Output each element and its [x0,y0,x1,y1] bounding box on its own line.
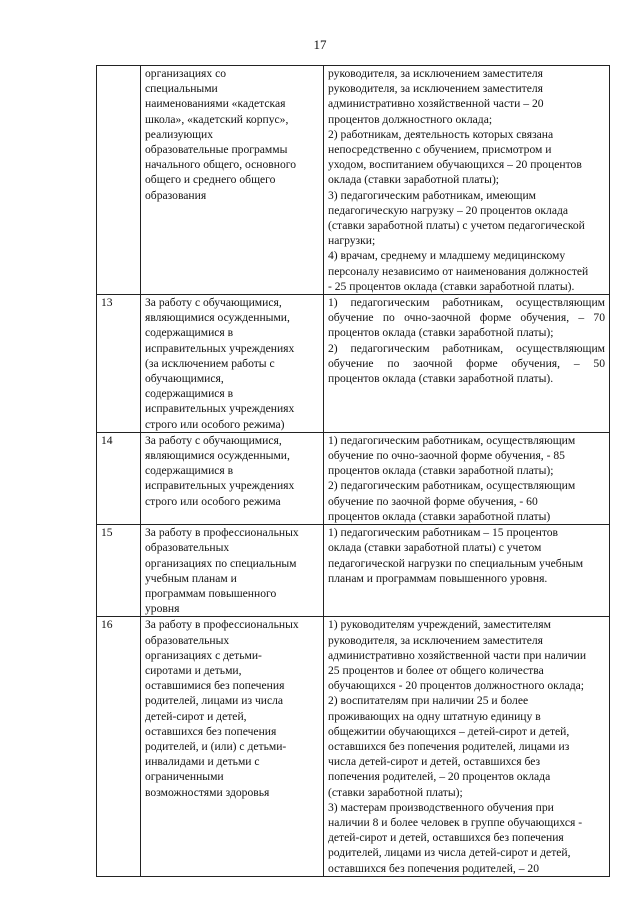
allowance-description-line: проживающих на одну штатную единицу в [328,709,541,723]
allowance-table [96,65,610,877]
allowance-name-line: образовательных [145,633,230,647]
allowance-name-line: организациях со [145,67,227,80]
allowance-name-line: являющимися осужденными, [145,311,290,325]
allowance-description-line: процентов должностного оклада; [328,112,493,126]
allowance-name-line: программам повышенного [145,586,277,600]
allowance-name-line: оставшихся без попечения [145,724,277,738]
allowance-name-cell [141,432,324,524]
row-number: 16 [101,618,113,632]
allowance-name-line: оставшимися без попечения [145,679,285,693]
allowance-name-line: образования [145,188,207,202]
allowance-description-line: 1) педагогическим работникам, осуществляющим [328,433,576,447]
table-row [97,66,610,295]
allowance-description-line: (ставки заработной платы) с учетом педагогической [328,219,585,233]
allowance-description-line: персоналу независимо от наименования должностей [328,264,589,278]
allowance-name-line: За работу с обучающимися, [145,433,282,447]
allowance-description-line: процентов оклада (ставки заработной платы). [328,372,554,386]
allowance-name-line: учебным планам и [145,571,237,585]
allowance-description-line: попечения родителей, – 20 процентов оклада [328,770,551,784]
allowance-description-line: обучение по заочной форме обучения, – 50 [328,356,605,370]
allowance-description-line: - 25 процентов оклада (ставки заработной платы). [328,279,575,293]
allowance-name-line: организациях с детьми- [145,648,262,662]
allowance-description-line: 1) педагогическим работникам – 15 процентов [328,526,559,540]
allowance-description-line: процентов оклада (ставки заработной платы) [328,509,551,523]
allowance-description-line: 3) мастерам производственного обучения при [328,800,554,814]
allowance-name-cell [141,525,324,617]
allowance-name-line: За работу в профессиональных [145,526,299,540]
allowance-description-line: руководителя, за исключением заместителя [328,633,543,647]
allowance-description-line: процентов оклада (ставки заработной платы); [328,326,554,340]
allowance-name-line: строго или особого режима) [145,417,285,431]
allowance-description-line: общежитии обучающихся – детей-сирот и детей, [328,724,570,738]
allowance-name-line: организациях по специальным [145,556,297,570]
allowance-name-line: специальными [145,82,218,96]
allowance-description-line: родителей, лицами из числа детей-сирот и детей, [328,846,571,860]
allowance-description-cell [324,295,610,433]
allowance-description-line: 1) руководителям учреждений, заместителям [328,618,551,632]
allowance-description-line: 1) педагогическим работникам, осуществляющим [328,296,605,310]
allowance-description-line: 2) педагогическим работникам, осуществляющим [328,341,605,355]
table-row [97,617,610,876]
allowance-name-line: исправительных учреждениях [145,341,295,355]
allowance-name-line: содержащимися в [145,464,234,478]
allowance-name-line: строго или особого режима [145,494,281,508]
allowance-description-line: 4) врачам, среднему и младшему медицинскому [328,249,566,263]
allowance-name-line: (за исключением работы с [145,356,275,370]
allowance-name-line: являющимися осужденными, [145,449,290,463]
allowance-name-line: детей-сирот и детей, [145,709,247,723]
allowance-name-line: ограниченными [145,770,224,784]
allowance-name-line: инвалидами и детьми с [145,755,260,769]
allowance-description-cell [324,66,610,295]
allowance-description-line: оставшихся без попечения родителей, лицами из [328,739,570,753]
allowance-name-line: школа», «кадетский корпус», [145,112,289,126]
allowance-name-line: сиротами и детьми, [145,663,242,677]
allowance-name-line: За работу с обучающимися, [145,296,282,310]
allowance-name-cell [141,617,324,876]
allowance-description-line: уходом, воспитанием обучающихся – 20 процентов [328,158,582,172]
allowance-description-line: оставшихся без попечения родителей, – 20 [328,861,540,875]
allowance-description-line: обучающихся - 20 процентов должностного оклада; [328,679,584,693]
row-number: 15 [101,526,113,540]
allowance-name-line: исправительных учреждениях [145,479,295,493]
allowance-name-line: исправительных учреждениях [145,402,295,416]
allowance-name-line: уровня [145,602,180,616]
allowance-description-line: 2) воспитателям при наличии 25 и более [328,694,529,708]
allowance-description-line: административно хозяйственной части при наличии [328,648,587,662]
allowance-description-line: обучение по очно-заочной форме обучения, - 85 [328,449,565,463]
row-number-cell [97,432,141,524]
allowance-name-line: возможностями здоровья [145,785,270,799]
allowance-name-line: За работу в профессиональных [145,618,299,632]
allowance-description-line: 2) педагогическим работникам, осуществляющим [328,479,576,493]
row-number: 14 [101,433,113,447]
allowance-name-line: наименованиями «кадетская [145,97,286,111]
allowance-name-line: содержащимися в [145,326,234,340]
allowance-description-line: наличии 8 и более человек в группе обучающихся - [328,815,583,829]
row-number-cell [97,525,141,617]
allowance-name-line: начального общего, основного [145,158,297,172]
allowance-description-line: процентов оклада (ставки заработной платы); [328,464,554,478]
allowance-name-line: содержащимися в [145,387,234,401]
allowance-description-line: (ставки заработной платы); [328,785,463,799]
allowance-description-line: административно хозяйственной части – 20 [328,97,544,111]
row-number-cell [97,66,141,295]
allowance-description-line: нагрузки; [328,234,376,248]
allowance-description-line: 25 процентов и более от общего количества [328,663,544,677]
allowance-description-line: 3) педагогическим работникам, имеющим [328,188,537,202]
table-body [97,66,610,877]
allowance-name-line: образовательные программы [145,143,288,157]
allowance-name-line: реализующих [145,127,214,141]
allowance-description-cell [324,617,610,876]
row-number-cell [97,617,141,876]
allowance-description-cell [324,432,610,524]
allowance-name-line: образовательных [145,541,230,555]
allowance-description-line: педагогической нагрузки по специальным учебным [328,556,584,570]
allowance-description-line: планам и программам повышенного уровня. [328,571,548,585]
table-row [97,295,610,433]
allowance-description-line: 2) работникам, деятельность которых связана [328,127,554,141]
allowance-description-cell [324,525,610,617]
allowance-name-line: родителей, и (или) с детьми- [145,739,287,753]
allowance-description-line: педагогическую нагрузку – 20 процентов оклада [328,203,569,217]
allowance-description-line: обучение по очно-заочной форме обучения, – 70 [328,311,605,325]
allowance-name-line: общего и среднего общего [145,173,276,187]
allowance-description-line: непосредственно с обучением, присмотром и [328,143,552,157]
allowance-name-line: обучающимися, [145,372,224,386]
allowance-description-line: обучение по заочной форме обучения, - 60 [328,494,538,508]
allowance-description-line: детей-сирот и детей, оставшихся без попечения [328,831,564,845]
allowance-name-cell [141,295,324,433]
allowance-name-line: родителей, лицами из числа [145,694,284,708]
allowance-description-line: руководителя, за исключением заместителя [328,82,543,96]
table-row [97,525,610,617]
allowance-description-line: оклада (ставки заработной платы); [328,173,500,187]
table-row [97,432,610,524]
row-number: 13 [101,296,113,310]
page-number: 17 [313,37,327,52]
allowance-name-cell [141,66,324,295]
allowance-description-line: оклада (ставки заработной платы) с учетом [328,541,542,555]
allowance-description-line: руководителя, за исключением заместителя [328,67,543,80]
allowance-description-line: числа детей-сирот и детей, оставшихся без [328,755,541,769]
row-number-cell [97,295,141,433]
